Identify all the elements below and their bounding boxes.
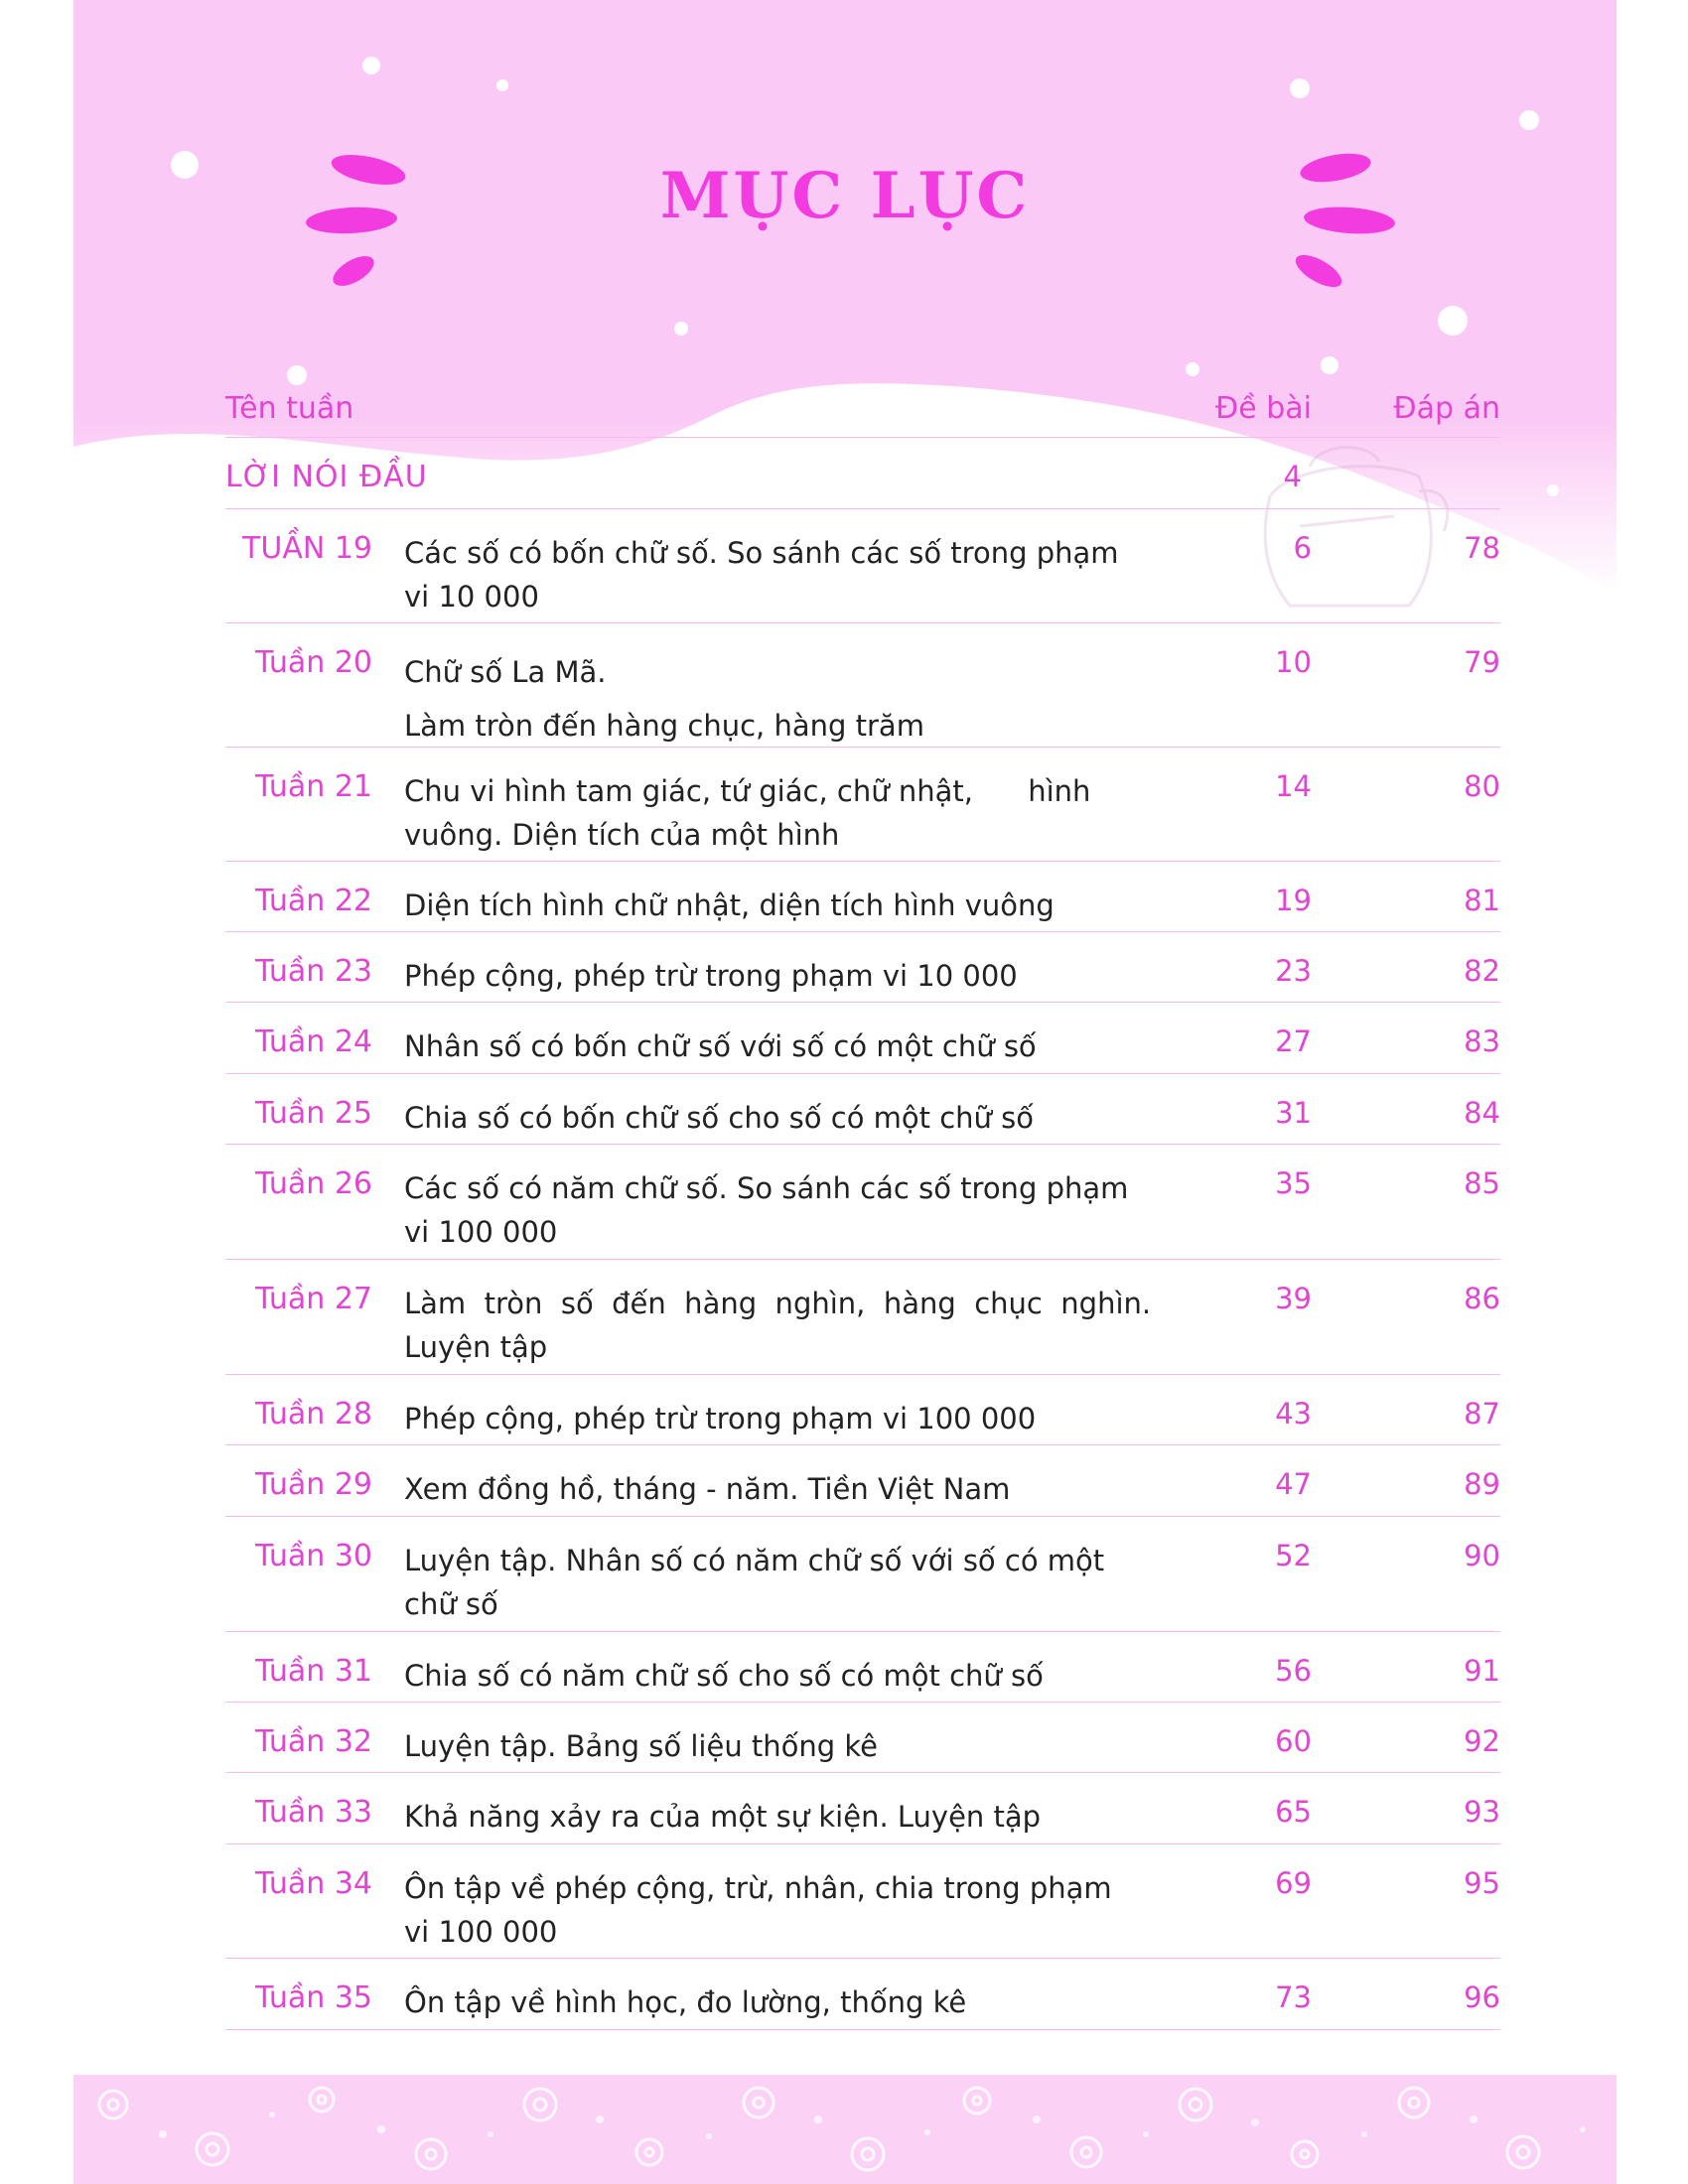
toc-row[interactable] xyxy=(225,1773,1500,1844)
toc-page xyxy=(73,0,1617,2184)
table-of-contents xyxy=(225,379,1500,2030)
de-bai-page: 19 xyxy=(1275,884,1312,917)
topic-text xyxy=(404,954,1064,998)
week-label: Tuần 33 xyxy=(255,1795,372,1830)
de-bai-page: 52 xyxy=(1275,1539,1312,1572)
dap-an-page: 86 xyxy=(1464,1282,1500,1315)
topic-text xyxy=(404,1397,1064,1440)
footer-pattern-band xyxy=(73,2075,1617,2184)
topic-line: Các số có bốn chữ số. So sánh các số trong phạm xyxy=(404,536,1119,570)
toc-row[interactable] xyxy=(225,1632,1500,1703)
topic-text xyxy=(404,1795,1064,1839)
dap-an-page: 96 xyxy=(1464,1980,1500,2014)
week-label: Tuần 23 xyxy=(255,954,372,989)
topic-line: Chia số có năm chữ số cho số có một chữ số xyxy=(404,1659,1044,1693)
dap-an-page: 89 xyxy=(1464,1467,1500,1501)
dap-an-page: 91 xyxy=(1464,1654,1500,1688)
toc-row-intro[interactable] xyxy=(225,438,1500,509)
de-bai-page: 10 xyxy=(1275,645,1312,679)
topic-text xyxy=(404,1096,1064,1140)
dap-an-page: 93 xyxy=(1464,1795,1500,1829)
topic-line: Phép cộng, phép trừ trong phạm vi 100 000 xyxy=(404,1402,1037,1435)
dap-an-page: 81 xyxy=(1464,884,1500,917)
topic-line: Chia số có bốn chữ số cho số có một chữ số xyxy=(404,1101,1035,1135)
dap-an-page: 95 xyxy=(1464,1866,1500,1900)
week-label: TUẦN 19 xyxy=(242,531,372,566)
topic-line: vi 100 000 xyxy=(404,1215,558,1249)
toc-row[interactable] xyxy=(225,1260,1500,1375)
week-label: Tuần 25 xyxy=(255,1096,372,1131)
de-bai-page: 60 xyxy=(1275,1724,1312,1758)
topic-line: vuông. Diện tích của một hình xyxy=(404,818,840,852)
week-label: Tuần 27 xyxy=(255,1282,372,1316)
topic-line: Xem đồng hồ, tháng - năm. Tiền Việt Nam xyxy=(404,1472,1011,1506)
de-bai-page: 47 xyxy=(1275,1467,1312,1501)
de-bai-page: 23 xyxy=(1275,954,1312,988)
week-label: Tuần 32 xyxy=(255,1724,372,1759)
topic-text xyxy=(404,1467,1064,1511)
topic-text xyxy=(404,531,1119,618)
topic-line: Luyện tập xyxy=(404,1330,548,1364)
toc-header-row xyxy=(225,379,1500,438)
column-header-de-bai: Đề bài xyxy=(1214,391,1312,426)
dap-an-page: 84 xyxy=(1464,1096,1500,1130)
dap-an-page: 80 xyxy=(1464,769,1500,803)
topic-line: Làm tròn số đến hàng nghìn, hàng chục nghìn. xyxy=(404,1287,1152,1320)
dap-an-page: 87 xyxy=(1464,1397,1500,1431)
topic-text xyxy=(404,1166,1129,1254)
week-label: Tuần 35 xyxy=(255,1980,372,2015)
topic-line: vi 100 000 xyxy=(404,1915,558,1949)
de-bai-page: 43 xyxy=(1275,1397,1312,1431)
toc-row[interactable] xyxy=(225,862,1500,932)
intro-de-bai-page: 4 xyxy=(1283,460,1302,493)
topic-text xyxy=(404,645,1064,752)
toc-row[interactable] xyxy=(225,1003,1500,1074)
week-label: Tuần 34 xyxy=(255,1866,372,1901)
topic-line: Ôn tập về phép cộng, trừ, nhân, chia trong phạm xyxy=(404,1871,1112,1905)
dap-an-page: 83 xyxy=(1464,1024,1500,1058)
toc-row[interactable] xyxy=(225,509,1500,623)
topic-text xyxy=(404,1724,1064,1768)
week-label: Tuần 26 xyxy=(255,1166,372,1201)
topic-text xyxy=(404,1654,1064,1698)
toc-row[interactable] xyxy=(225,1844,1500,1959)
de-bai-page: 73 xyxy=(1275,1980,1312,2014)
topic-text xyxy=(404,1282,1152,1369)
toc-row[interactable] xyxy=(225,932,1500,1003)
topic-line: Làm tròn đến hàng chục, hàng trăm xyxy=(404,709,924,743)
topic-line: Chu vi hình tam giác, tứ giác, chữ nhật, hình xyxy=(404,774,1091,808)
dap-an-page: 85 xyxy=(1464,1166,1500,1200)
topic-text xyxy=(404,884,1064,927)
week-label: Tuần 21 xyxy=(255,769,372,804)
circle-pattern-icon xyxy=(73,2075,1617,2184)
toc-row[interactable] xyxy=(225,1145,1500,1260)
dap-an-page: 92 xyxy=(1464,1724,1500,1758)
topic-line: Chữ số La Mã. xyxy=(404,655,607,689)
topic-line: Luyện tập. Bảng số liệu thống kê xyxy=(404,1729,879,1763)
topic-line: chữ số xyxy=(404,1587,498,1621)
de-bai-page: 69 xyxy=(1275,1866,1312,1900)
topic-text xyxy=(404,1539,1105,1626)
de-bai-page: 6 xyxy=(1293,531,1312,565)
topic-line: Nhân số có bốn chữ số với số có một chữ số xyxy=(404,1029,1037,1063)
week-label: Tuần 30 xyxy=(255,1539,372,1573)
topic-line: Các số có năm chữ số. So sánh các số trong phạm xyxy=(404,1171,1129,1205)
toc-row[interactable] xyxy=(225,1074,1500,1145)
topic-line: Luyện tập. Nhân số có năm chữ số với số có một xyxy=(404,1544,1105,1577)
de-bai-page: 27 xyxy=(1275,1024,1312,1058)
toc-row[interactable] xyxy=(225,748,1500,862)
toc-row[interactable] xyxy=(225,1445,1500,1517)
topic-line: Phép cộng, phép trừ trong phạm vi 10 000 xyxy=(404,959,1018,993)
dap-an-page: 79 xyxy=(1464,645,1500,679)
topic-line: Diện tích hình chữ nhật, diện tích hình vuông xyxy=(404,888,1055,922)
toc-row[interactable] xyxy=(225,1517,1500,1632)
topic-text xyxy=(404,1980,1064,2024)
topic-text xyxy=(404,1024,1064,1068)
topic-text xyxy=(404,1866,1112,1954)
week-label: Tuần 29 xyxy=(255,1467,372,1502)
toc-row[interactable] xyxy=(225,1375,1500,1445)
de-bai-page: 14 xyxy=(1275,769,1312,803)
dap-an-page: 90 xyxy=(1464,1539,1500,1572)
toc-row[interactable] xyxy=(225,1703,1500,1773)
toc-row[interactable] xyxy=(225,1959,1500,2030)
de-bai-page: 65 xyxy=(1275,1795,1312,1829)
week-label: Tuần 31 xyxy=(255,1654,372,1689)
de-bai-page: 31 xyxy=(1275,1096,1312,1130)
week-label: Tuần 22 xyxy=(255,884,372,918)
intro-label: LỜI NÓI ĐẦU xyxy=(225,460,428,494)
week-label: Tuần 24 xyxy=(255,1024,372,1059)
column-header-dap-an: Đáp án xyxy=(1393,391,1500,426)
toc-row[interactable] xyxy=(225,623,1500,748)
page-title: MỤC LỤC xyxy=(659,159,1031,233)
topic-line: vi 10 000 xyxy=(404,580,539,614)
week-label: Tuần 28 xyxy=(255,1397,372,1432)
de-bai-page: 35 xyxy=(1275,1166,1312,1200)
column-header-week: Tên tuần xyxy=(225,391,354,426)
de-bai-page: 56 xyxy=(1275,1654,1312,1688)
week-label: Tuần 20 xyxy=(255,645,372,680)
topic-line: Khả năng xảy ra của một sự kiện. Luyện tập xyxy=(404,1800,1042,1834)
de-bai-page: 39 xyxy=(1275,1282,1312,1315)
topic-text xyxy=(404,769,1091,857)
topic-line: Ôn tập về hình học, đo lường, thống kê xyxy=(404,1985,967,2019)
dap-an-page: 82 xyxy=(1464,954,1500,988)
dap-an-page: 78 xyxy=(1464,531,1500,565)
